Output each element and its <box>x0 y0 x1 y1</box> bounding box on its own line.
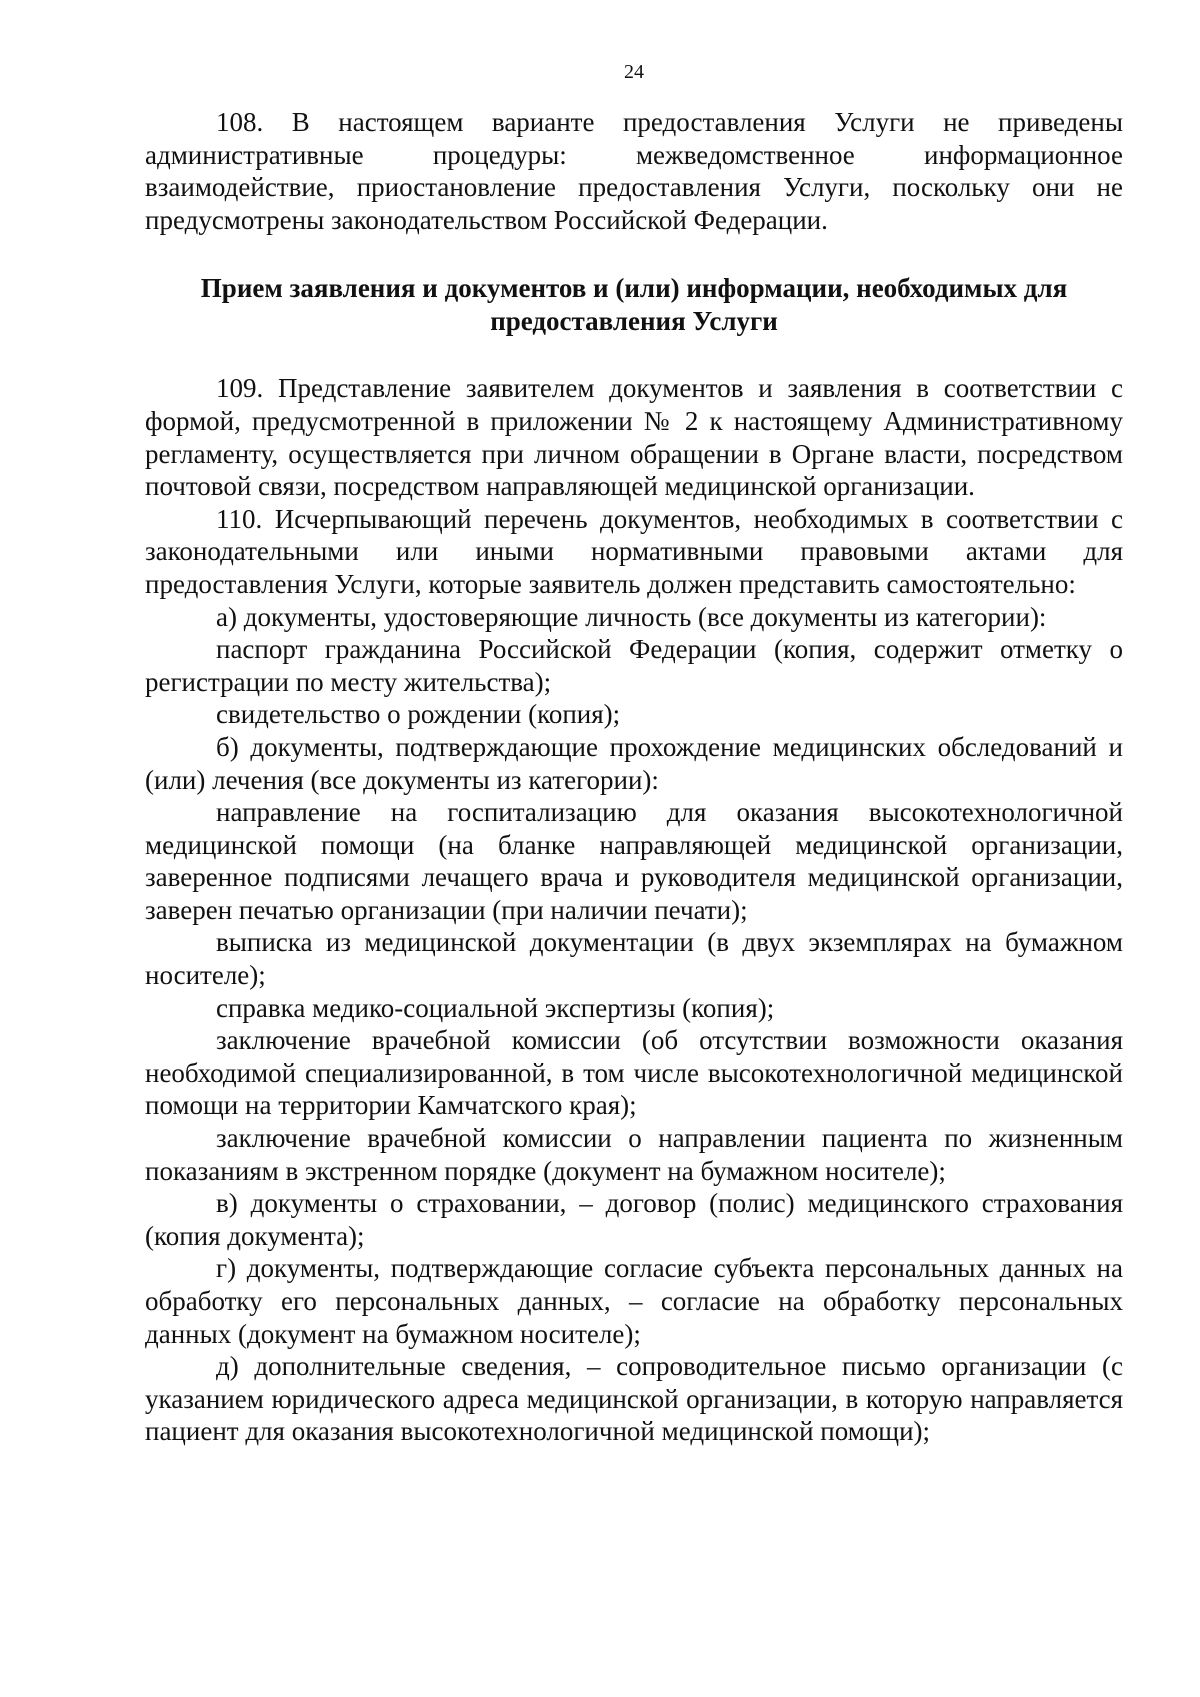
page-number: 24 <box>624 61 644 83</box>
list-item-passport: паспорт гражданина Российской Федерации (копия, содержит отметку о регистрации по месту жительства); <box>145 634 1123 697</box>
list-item-emergency-conclusion: заключение врачебной комиссии о направлении пациента по жизненным показаниям в экстренном порядке (документ на бумажном носителе); <box>145 1123 1123 1186</box>
paragraph-108: 108. В настоящем варианте предоставления Услуги не приведены административные процедуры: межведомственное информационное взаимодействие, приостановление предоставления Услуги, поскольку они не предусмотрены законодательством Российской Федерации. <box>145 107 1123 235</box>
paragraph-110: 110. Исчерпывающий перечень документов, необходимых в соответствии с законодательными или иными нормативными правовыми актами для предоставления Услуги, которые заявитель должен представить самостоятельно: <box>145 503 1123 599</box>
list-item-commission-conclusion: заключение врачебной комиссии (об отсутствии возможности оказания необходимой специализированной, в том числе высокотехнологичной медицинской помощи на территории Камчатского края); <box>145 1025 1123 1121</box>
list-item-mse-certificate: справка медико-социальной экспертизы (копия); <box>216 992 775 1023</box>
list-item-birth-certificate: свидетельство о рождении (копия); <box>216 699 621 730</box>
list-item-a: а) документы, удостоверяющие личность (все документы из категории): <box>216 601 1047 632</box>
list-item-v: в) документы о страховании, – договор (полис) медицинского страхования (копия документа); <box>145 1188 1123 1251</box>
list-item-hospitalization-referral: направление на госпитализацию для оказания высокотехнологичной медицинской помощи (на бланке направляющей медицинской организации, заверенное подписями лечащего врача и руководителя медицинской организации, заверен печатью организации (при наличии печати); <box>145 797 1123 925</box>
list-item-b: б) документы, подтверждающие прохождение медицинских обследований и (или) лечения (все документы из категории): <box>145 731 1123 795</box>
list-item-g: г) документы, подтверждающие согласие субъекта персональных данных на обработку его персональных данных, – согласие на обработку персональных данных (документ на бумажном носителе); <box>145 1253 1123 1349</box>
paragraph-109: 109. Представление заявителем документов и заявления в соответствии с формой, предусмотренной в приложении № 2 к настоящему Административному регламенту, осуществляется при личном обращении в Органе власти, посредством почтовой связи, посредством направляющей медицинской организации. <box>145 373 1123 502</box>
list-item-medical-extract: выписка из медицинской документации (в двух экземплярах на бумажном носителе); <box>145 927 1123 991</box>
list-item-d: д) дополнительные сведения, – сопроводительное письмо организации (с указанием юридического адреса медицинской организации, в которую направляется пациент для оказания высокотехнологичной медицинской помощи); <box>145 1351 1123 1447</box>
section-heading: Прием заявления и документов и (или) информации, необходимых для предоставления Услуги <box>200 273 1068 337</box>
document-page <box>145 60 1123 1448</box>
